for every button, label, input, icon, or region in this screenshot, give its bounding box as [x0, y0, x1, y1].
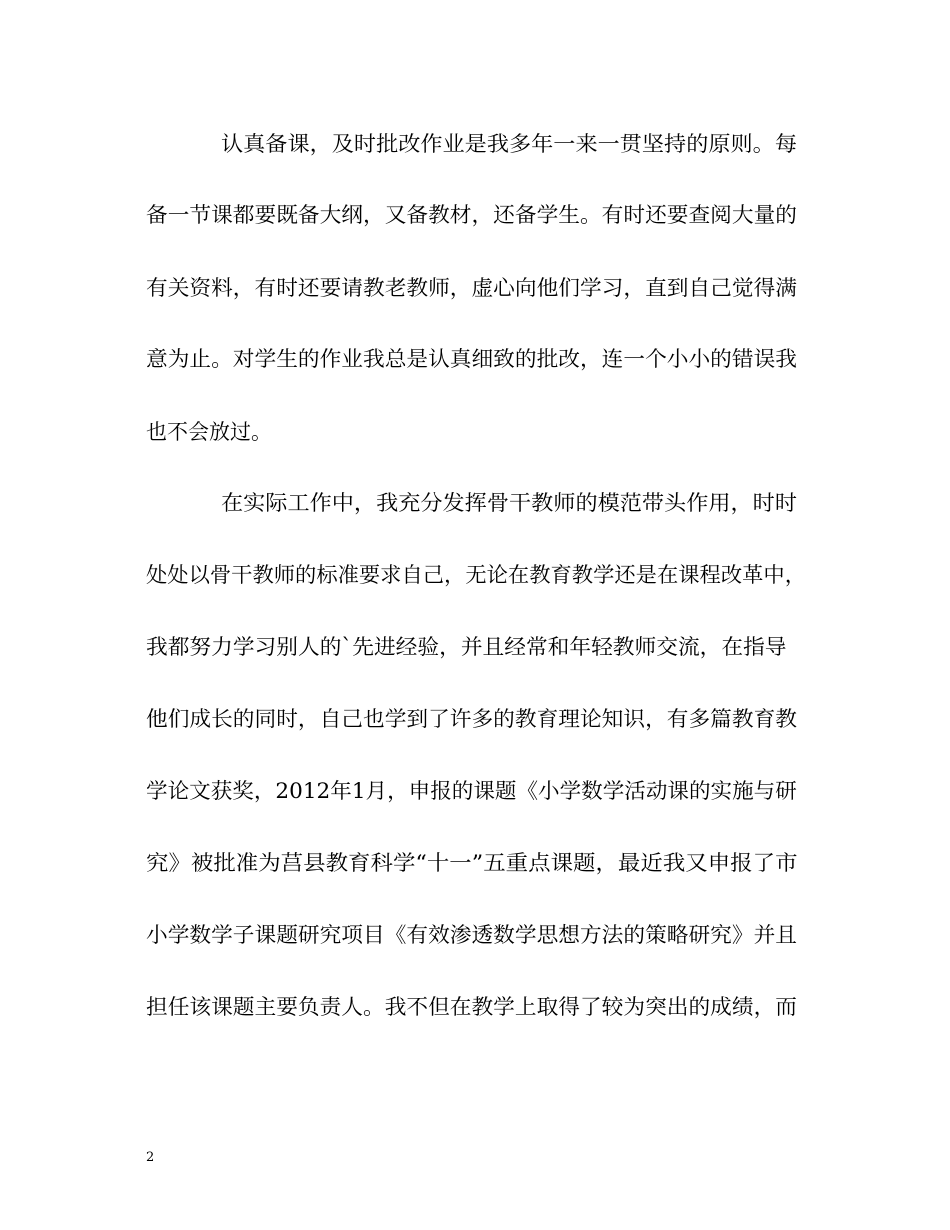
paragraph-2-line-6: 究》被批准为莒县教育科学“十一”五重点课题，最近我又申报了市 [146, 851, 798, 875]
paragraph-2-line-5: 学论文获奖，2012年1月，申报的课题《小学数学活动课的实施与研 [146, 779, 797, 803]
page-number: 2 [146, 1150, 155, 1165]
paragraph-1-line-4: 意为止。对学生的作业我总是认真细致的批改，连一个小小的错误我 [146, 347, 797, 371]
paragraph-2-line-4: 他们成长的同时，自己也学到了许多的教育理论知识，有多篇教育教 [146, 707, 797, 731]
paragraph-1-line-3: 有关资料，有时还要请教老教师，虚心向他们学习，直到自己觉得满 [146, 276, 797, 300]
paragraph-1-line-1: 认真备课，及时批改作业是我多年一来一贯坚持的原则。每 [221, 132, 797, 156]
paragraph-2-line-1: 在实际工作中，我充分发挥骨干教师的模范带头作用，时时 [221, 491, 797, 515]
paragraph-2-line-2: 处处以骨干教师的标准要求自己，无论在教育教学还是在课程改革中， [146, 563, 806, 587]
paragraph-1-line-5: 也不会放过。 [146, 420, 272, 444]
paragraph-2-line-7: 小学数学子课题研究项目《有效渗透数学思想方法的策略研究》并且 [146, 923, 797, 947]
paragraph-1-line-2: 备一节课都要既备大纲，又备教材，还备学生。有时还要查阅大量的 [146, 203, 797, 227]
paragraph-2-line-3: 我都努力学习别人的`先进经验，并且经常和年轻教师交流，在指导 [146, 635, 787, 659]
paragraph-2-line-8: 担任该课题主要负责人。我不但在教学上取得了较为突出的成绩，而 [146, 995, 797, 1019]
